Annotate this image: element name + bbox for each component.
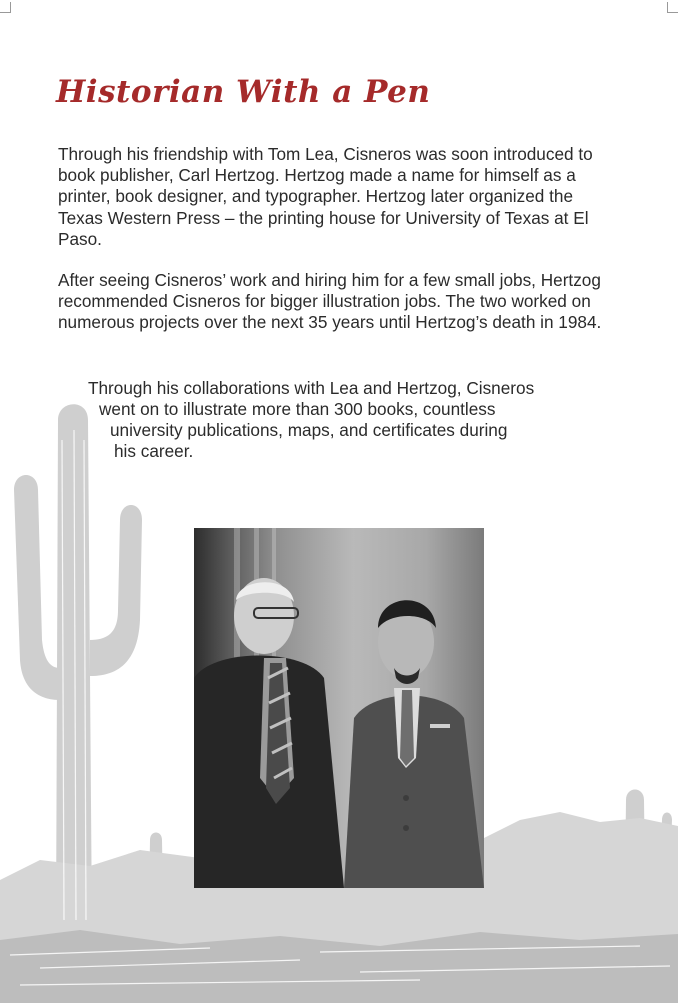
paragraph-1: Through his friendship with Tom Lea, Cisneros was soon introduced to book publisher, Carl Hertzog. Hertzog made a name for himself as a printer, book designer, and typographer. Hertzog later organized the Texas Western Press – the printing house for University of Texas at El Paso.	[58, 144, 593, 249]
photo-two-men-in-suits	[194, 528, 484, 888]
historic-photo	[194, 528, 484, 888]
page-title: Historian With a Pen	[56, 74, 431, 110]
saguaro-right-arm	[90, 505, 142, 676]
paragraph-3-line-1: Through his collaborations with Lea and Hertzog, Cisneros	[88, 378, 535, 398]
paragraph-2: After seeing Cisneros’ work and hiring him for a few small jobs, Hertzog recommended Cisneros for bigger illustration jobs. The two worked on numerous projects over the next 35 years until Hertzog’s death in 1984.	[58, 270, 602, 333]
saguaro-left-arm	[14, 475, 60, 700]
paragraph-3-line-4: his career.	[114, 441, 194, 461]
paragraph-3-line-2: went on to illustrate more than 300 books, countless	[99, 399, 496, 419]
paragraph-3-line-3: university publications, maps, and certificates during	[110, 420, 508, 440]
